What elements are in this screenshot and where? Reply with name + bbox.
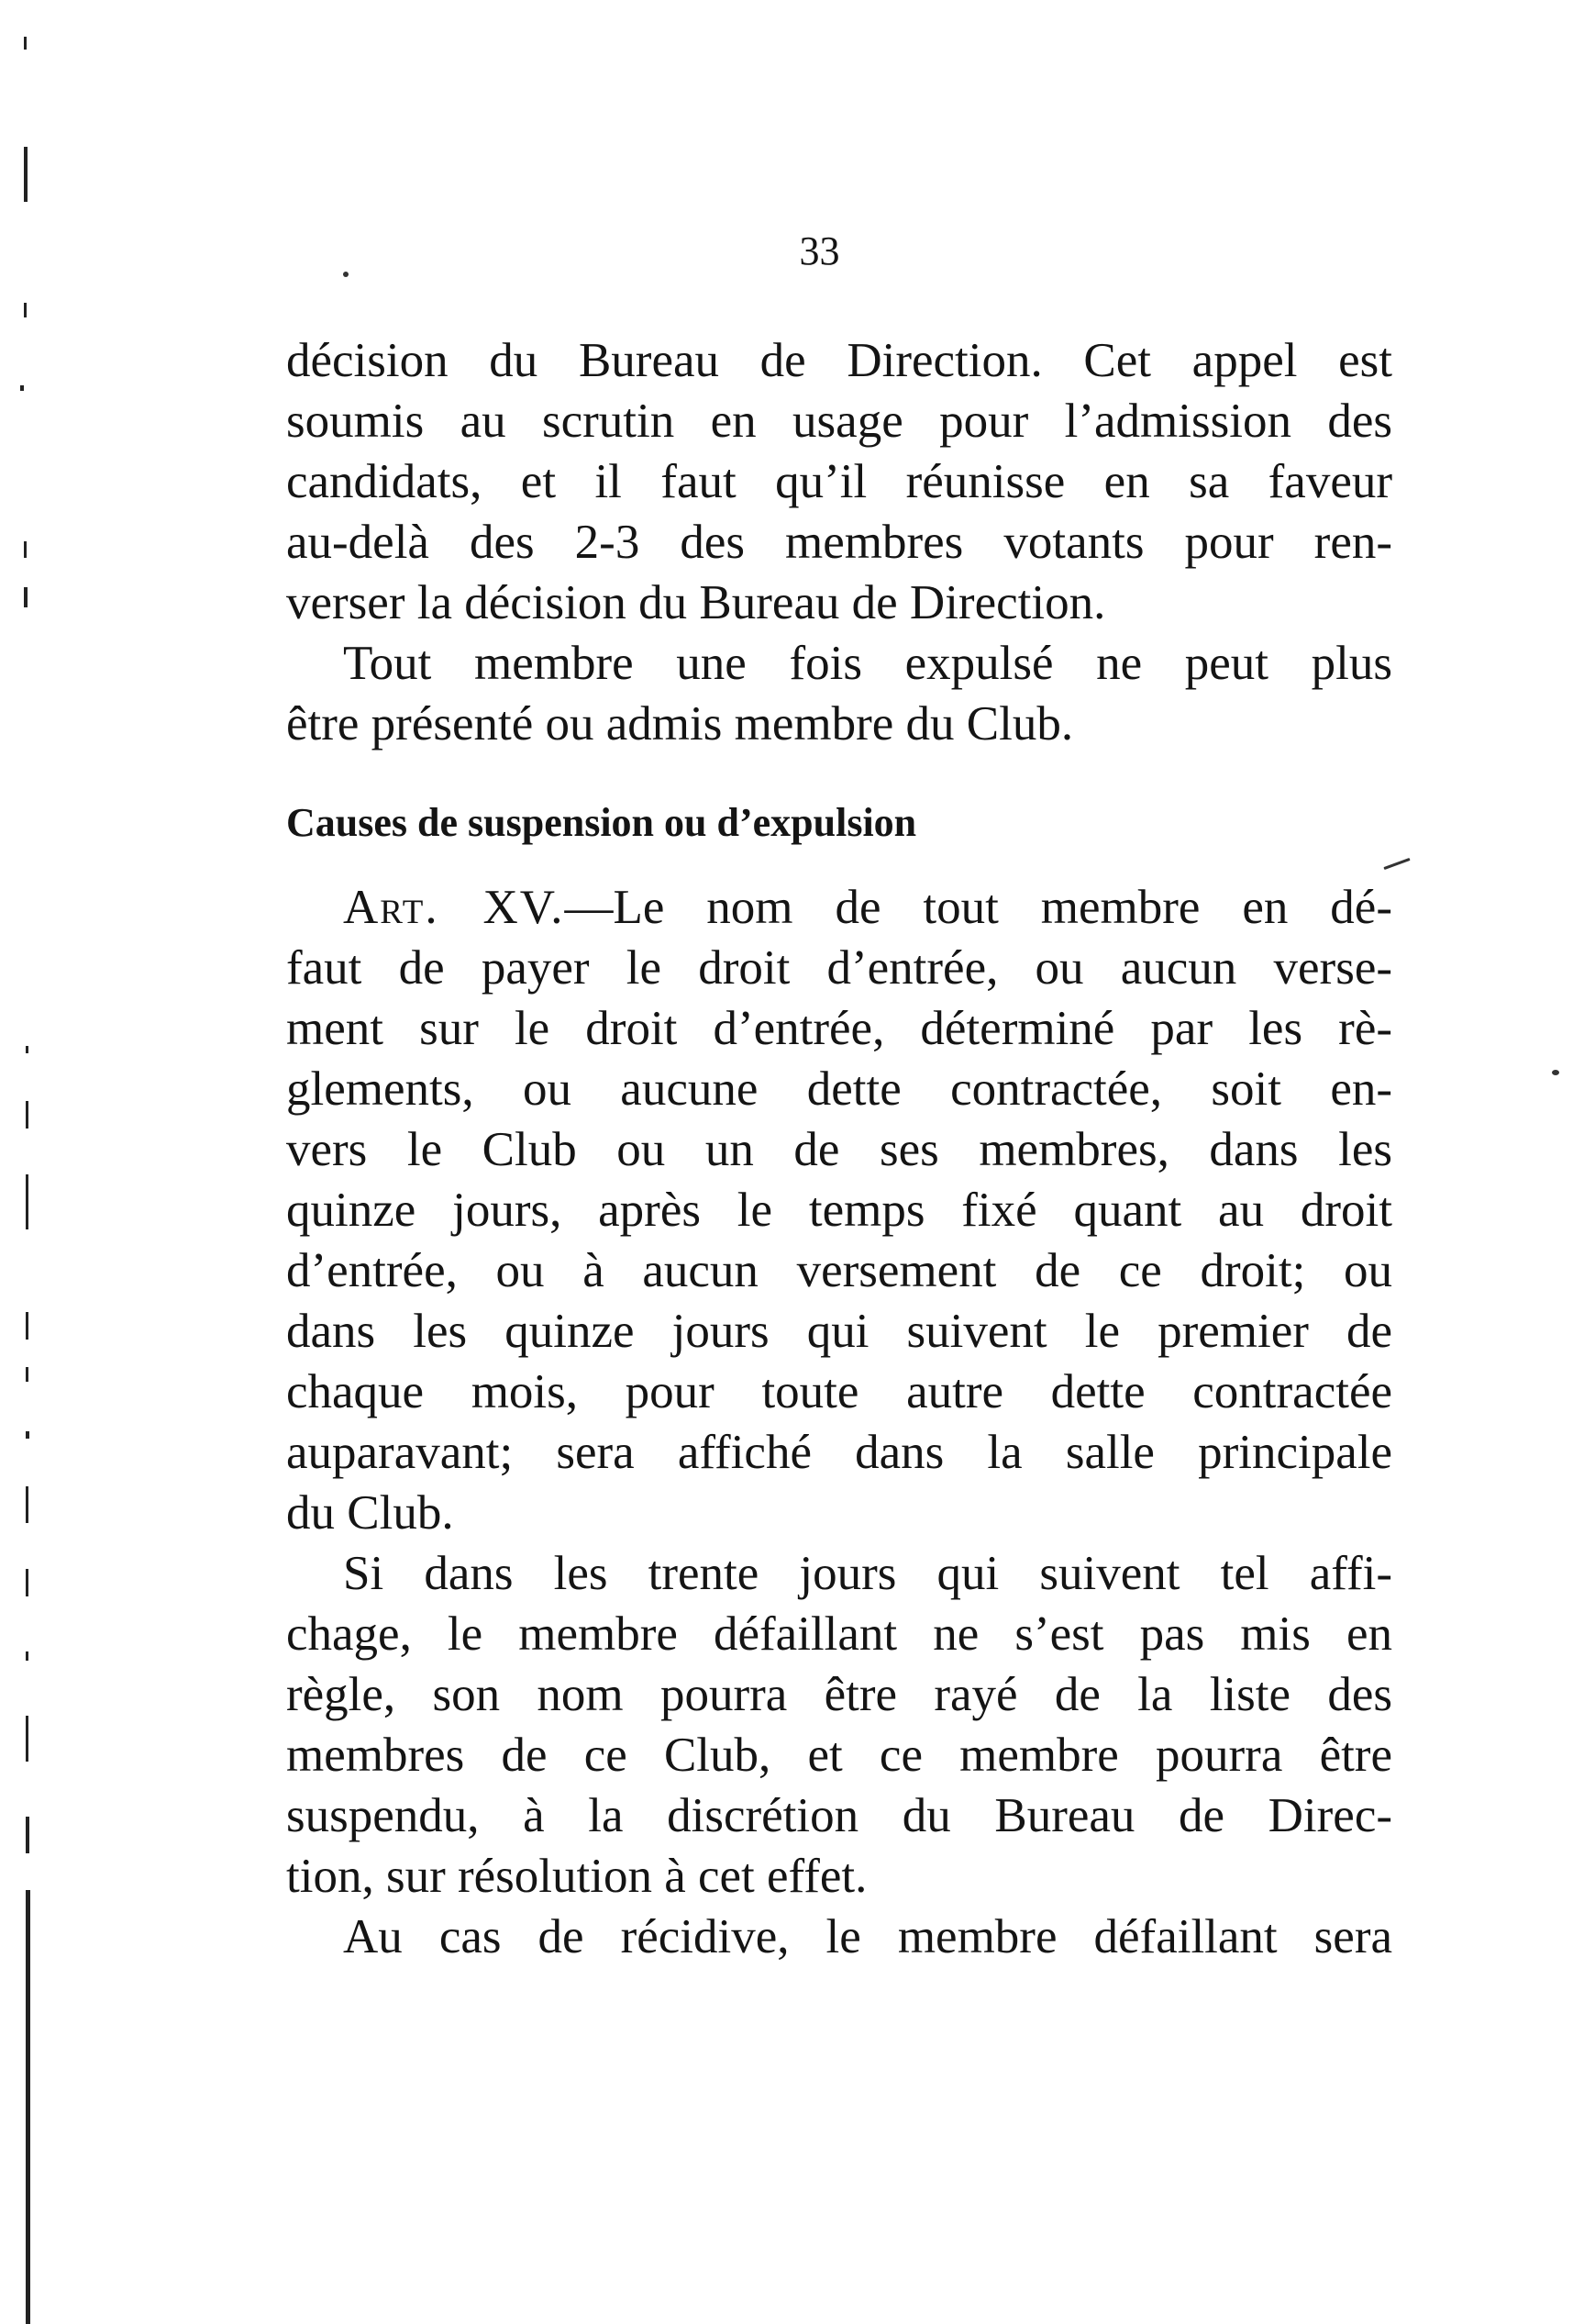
text-line: verser la décision du Bureau de Direction. [286, 576, 1106, 629]
text-line: du Club. [286, 1486, 454, 1540]
section-heading: Causes de suspension ou d’expulsion [286, 800, 917, 845]
text-line: vers le Club ou un de ses membres, dans les [286, 1123, 1392, 1176]
text-line: candidats, et il faut qu’il réunisse en sa faveur [286, 455, 1392, 508]
text-line: être présenté ou admis membre du Club. [286, 697, 1074, 751]
paragraph-1 [286, 330, 1392, 633]
text-line: Au cas de récidive, le membre défaillant sera [343, 1910, 1392, 1963]
page-body [286, 330, 1392, 1967]
stray-dot [1552, 1070, 1559, 1075]
text-line: Si dans les trente jours qui suivent tel affi- [343, 1547, 1392, 1600]
paragraph-4 [286, 1543, 1392, 1907]
article-text: —Le nom de tout membre en dé- [564, 881, 1392, 934]
text-line: Tout membre une fois expulsé ne peut plus [343, 637, 1392, 690]
text-line: tion, sur résolution à cet effet. [286, 1850, 868, 1903]
text-line: dans les quinze jours qui suivent le premier de [286, 1305, 1392, 1358]
text-line: soumis au scrutin en usage pour l’admission des [286, 395, 1392, 448]
text-line: chage, le membre défaillant ne s’est pas mis en [286, 1607, 1392, 1661]
paragraph-3 [286, 877, 1392, 1543]
text-line: ment sur le droit d’entrée, déterminé par les rè- [286, 1002, 1392, 1055]
text-line [286, 877, 1392, 938]
article-label: Art. XV. [343, 881, 565, 934]
text-line: d’entrée, ou à aucun versement de ce droit; ou [286, 1244, 1392, 1297]
text-line: membres de ce Club, et ce membre pourra être [286, 1729, 1392, 1782]
text-line: suspendu, à la discrétion du Bureau de Direc- [286, 1789, 1392, 1842]
text-line: au-delà des 2-3 des membres votants pour ren- [286, 516, 1392, 569]
scan-edge-artifacts [20, 0, 48, 2324]
text-line: quinze jours, après le temps fixé quant au droit [286, 1184, 1392, 1237]
text-line: auparavant; sera affiché dans la salle principale [286, 1426, 1392, 1479]
text-line: faut de payer le droit d’entrée, ou aucun verse- [286, 941, 1392, 995]
paragraph-2 [286, 633, 1392, 754]
page-number: 33 [799, 228, 840, 273]
text-line: chaque mois, pour toute autre dette contractée [286, 1365, 1392, 1418]
text-line: règle, son nom pourra être rayé de la liste des [286, 1668, 1392, 1721]
text-line: glements, ou aucune dette contractée, soit en- [286, 1062, 1392, 1116]
paragraph-5 [286, 1907, 1392, 1967]
text-line: décision du Bureau de Direction. Cet appel est [286, 334, 1392, 387]
